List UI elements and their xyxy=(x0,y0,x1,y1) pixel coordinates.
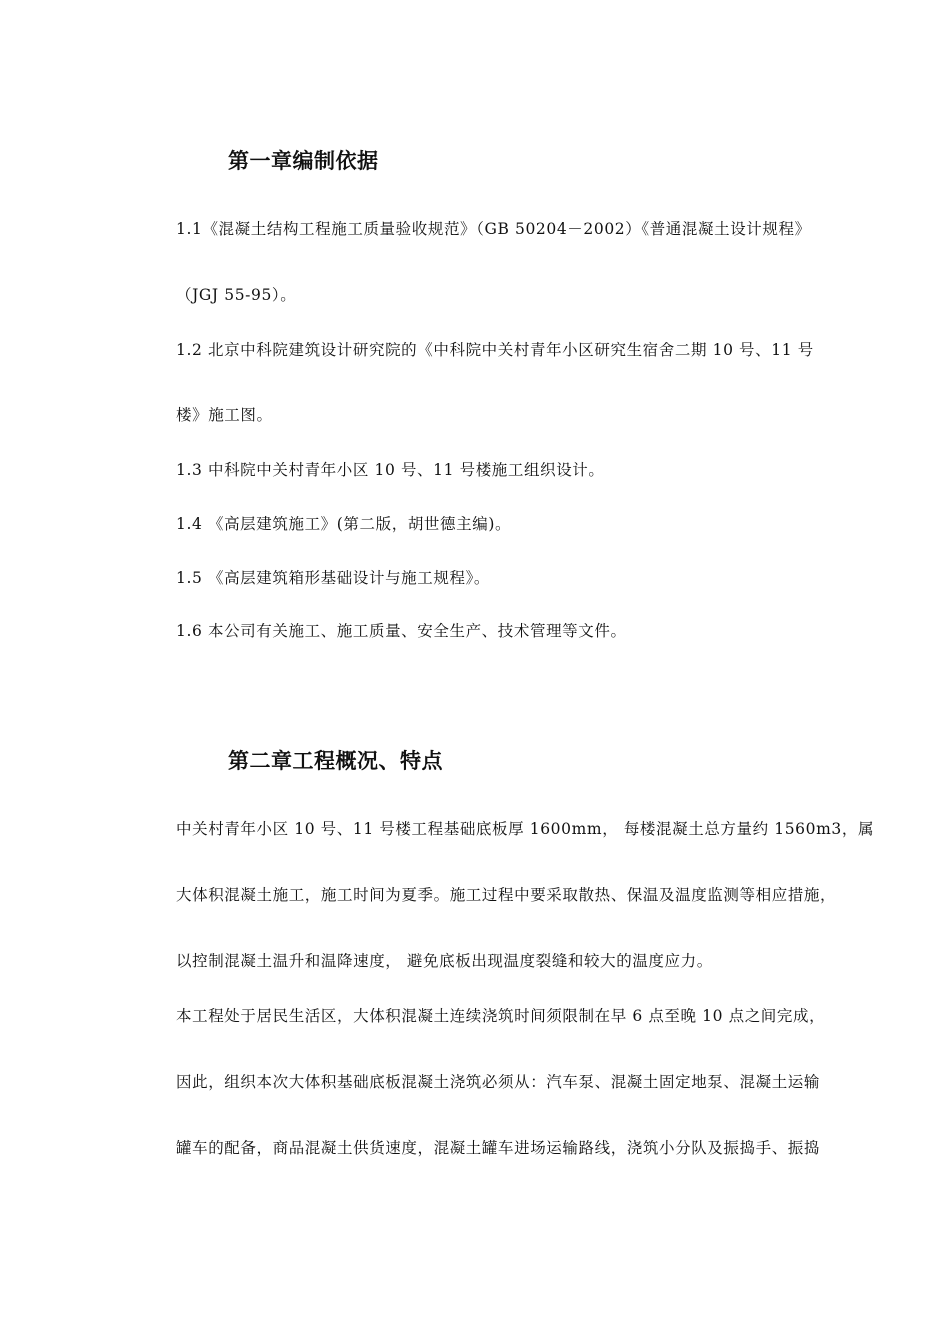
chapter-1-title: 第一章编制依据 xyxy=(228,149,379,173)
chapter-1-item: 1.2 北京中科院建筑设计研究院的《中科院中关村青年小区研究生宿舍二期 10 号、11 号 xyxy=(176,341,814,359)
chapter-1-item: 1.1《混凝土结构工程施工质量验收规范》（GB 50204－2002）《普通混凝土设计规程》 xyxy=(176,220,811,238)
chapter-1-item: 1.5 《高层建筑箱形基础设计与施工规程》。 xyxy=(176,569,491,587)
chapter-2-line: 本工程处于居民生活区，大体积混凝土连续浇筑时间须限制在早 6 点至晚 10 点之间完成， xyxy=(176,1007,826,1025)
chapter-2-title: 第二章工程概况、特点 xyxy=(228,749,443,773)
chapter-2-line: 以控制混凝土温升和温降速度， 避免底板出现温度裂缝和较大的温度应力。 xyxy=(176,952,713,970)
chapter-2-line: 大体积混凝土施工，施工时间为夏季。施工过程中要采取散热、保温及温度监测等相应措施， xyxy=(176,886,837,904)
chapter-2-line: 罐车的配备，商品混凝土供货速度，混凝土罐车进场运输路线，浇筑小分队及振捣手、振捣 xyxy=(176,1139,821,1157)
chapter-1-item: 1.6 本公司有关施工、施工质量、安全生产、技术管理等文件。 xyxy=(176,622,627,640)
chapter-1-item: 楼》施工图。 xyxy=(176,406,273,424)
chapter-2-line: 因此，组织本次大体积基础底板混凝土浇筑必须从：汽车泵、混凝土固定地泵、混凝土运输 xyxy=(176,1073,821,1091)
chapter-1-item: （JGJ 55-95）。 xyxy=(176,286,297,304)
chapter-1-item: 1.3 中科院中关村青年小区 10 号、11 号楼施工组织设计。 xyxy=(176,461,605,479)
chapter-2-line: 中关村青年小区 10 号、11 号楼工程基础底板厚 1600mm， 每楼混凝土总方量约 1560m3，属 xyxy=(176,820,875,838)
chapter-1-item: 1.4 《高层建筑施工》(第二版，胡世德主编)。 xyxy=(176,515,512,533)
